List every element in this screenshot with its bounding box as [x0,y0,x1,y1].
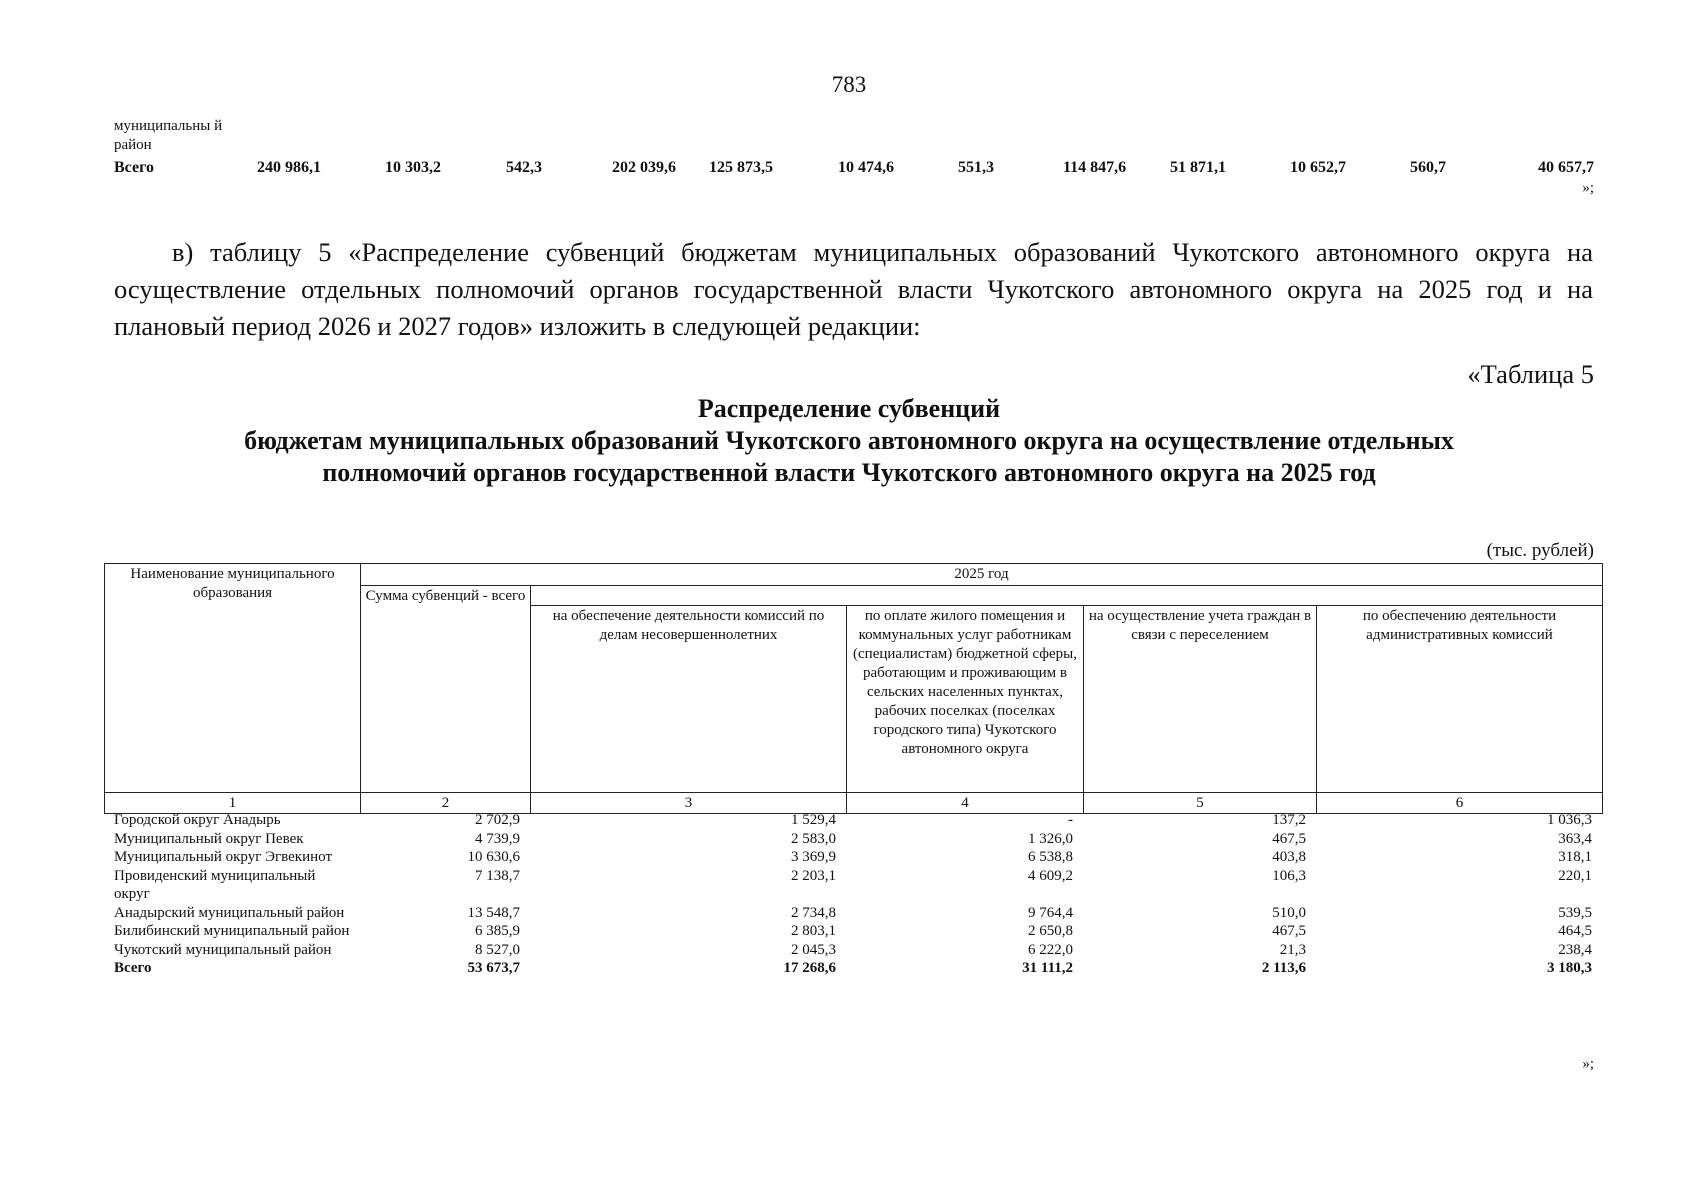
header-minors-commissions: на обеспечение деятельности комиссий по делам несовершеннолетних [531,606,847,793]
previous-total-value: 240 986,1 [257,159,321,176]
previous-table-closing: »; [1582,180,1594,196]
cell-value: 13 548,7 [467,904,520,921]
municipality-name: Городской округ Анадырь [114,812,281,828]
cell-value: 510,0 [1272,904,1306,921]
previous-total-value: 551,3 [958,159,994,176]
header-blank [531,586,1603,606]
cell-value: 4 609,2 [1028,867,1073,884]
cell-value: 8 527,0 [475,941,520,958]
cell-value: 1 326,0 [1028,830,1073,847]
previous-total-value: 202 039,6 [612,159,676,176]
header-resettlement: на осуществление учета граждан в связи с переселением [1084,606,1317,793]
title-line: полномочий органов государственной власти Чукотского автономного округа на 2025 год [322,458,1376,487]
header-total-subventions: Сумма субвенций - всего [361,586,531,793]
cell-value: 2 045,3 [791,941,836,958]
previous-total-value: 51 871,1 [1170,159,1226,176]
previous-total-value: 114 847,6 [1063,159,1127,176]
table-header [104,563,1603,814]
cell-value: 363,4 [1558,830,1592,847]
cell-value: 238,4 [1558,941,1592,958]
cell-value: 403,8 [1272,849,1306,865]
cell-value: 10 630,6 [467,849,520,865]
column-number: 4 [847,793,1084,814]
municipality-name: Анадырский муниципальный район [114,904,345,921]
cell-value: 2 803,1 [791,923,836,939]
cell-value: 1 036,3 [1547,812,1592,828]
cell-value: 467,5 [1272,830,1306,847]
header-admin-commissions: по обеспечению деятельности административных комиссий [1317,606,1603,793]
total-row [104,959,1602,978]
cell-value: 467,5 [1272,923,1306,939]
previous-total-value: 10 474,6 [838,159,894,176]
column-number: 6 [1317,793,1603,814]
municipality-name: Муниципальный округ Певек [114,830,304,847]
cell-value: 4 739,9 [475,830,520,847]
table-row [104,904,1602,923]
municipality-name: Муниципальный округ Эгвекинот [114,849,332,865]
cell-value: 539,5 [1558,904,1592,921]
title-line: бюджетам муниципальных образований Чукотского автономного округа на осуществление отдельных [244,426,1454,455]
municipality-name: Билибинский муниципальный район [114,923,350,939]
table-label: «Таблица 5 [1467,359,1594,389]
cell-value: 318,1 [1558,849,1592,865]
cell-value: 1 529,4 [791,812,836,828]
table-row [104,811,1602,830]
column-number: 3 [531,793,847,814]
total-value: 53 673,7 [467,960,520,976]
table-row [104,848,1602,867]
page-number: 783 [831,72,867,97]
cell-value: 7 138,7 [475,867,520,884]
cell-value: 21,3 [1279,941,1306,958]
title-line: Распределение субвенций [697,394,1001,423]
units-label: (тыс. рублей) [1486,540,1594,561]
table-row [104,922,1602,941]
column-number: 2 [361,793,531,814]
column-number: 1 [105,793,361,814]
previous-total-value: 10 652,7 [1290,159,1346,176]
table-title [0,393,1698,489]
cell-value: 464,5 [1558,923,1592,939]
municipality-name: Чукотский муниципальный район [114,941,332,958]
table-row [104,867,1602,904]
previous-total-value: 10 303,2 [385,159,441,176]
cell-value: - [1068,812,1073,828]
previous-total-label: Всего [114,159,154,176]
municipality-name: Провиденский муниципальный округ [114,867,316,902]
amendment-paragraph: в) таблицу 5 «Распределение субвенций бюджетам муниципальных образований Чукотского автономного округа на осуществление отдельных полномочий органов государственной власти Чукотского автономного округа на 2025 год и на плановый период 2026 и 2027 годов» изложить в следующей редакции: [114,237,1593,341]
cell-value: 2 734,8 [791,904,836,921]
cell-value: 106,3 [1272,867,1306,884]
cell-value: 220,1 [1558,867,1592,884]
total-label: Всего [114,960,152,976]
previous-total-value: 542,3 [506,159,542,176]
cell-value: 2 650,8 [1028,923,1073,939]
header-municipality: Наименование муниципального образования [105,564,361,793]
column-number: 5 [1084,793,1317,814]
total-value: 2 113,6 [1261,960,1306,976]
cell-value: 6 538,8 [1028,849,1073,865]
cell-value: 9 764,4 [1028,904,1073,921]
table-body [104,811,1602,978]
cell-value: 2 702,9 [475,812,520,828]
previous-total-value: 560,7 [1410,159,1446,176]
cell-value: 2 203,1 [791,867,836,884]
cell-value: 3 369,9 [791,849,836,865]
header-housing-payments: по оплате жилого помещения и коммунальных услуг работникам (специалистам) бюджетной сферы, работающим и проживающим в сельских населенных пунктах, рабочих поселках (поселках городского типа) Чукотского автономного округа [847,606,1084,793]
total-value: 31 111,2 [1022,960,1073,976]
total-value: 3 180,3 [1547,960,1592,976]
previous-table-name-fragment: муниципальны й район [114,118,223,153]
cell-value: 6 385,9 [475,923,520,939]
cell-value: 6 222,0 [1028,941,1073,958]
table-row [104,941,1602,960]
table-row [104,830,1602,849]
total-value: 17 268,6 [783,960,836,976]
previous-total-value: 125 873,5 [709,159,773,176]
header-year: 2025 год [361,564,1603,586]
cell-value: 2 583,0 [791,830,836,847]
previous-total-value: 40 657,7 [1538,159,1594,176]
table-closing: »; [1582,1056,1594,1072]
cell-value: 137,2 [1272,812,1306,828]
